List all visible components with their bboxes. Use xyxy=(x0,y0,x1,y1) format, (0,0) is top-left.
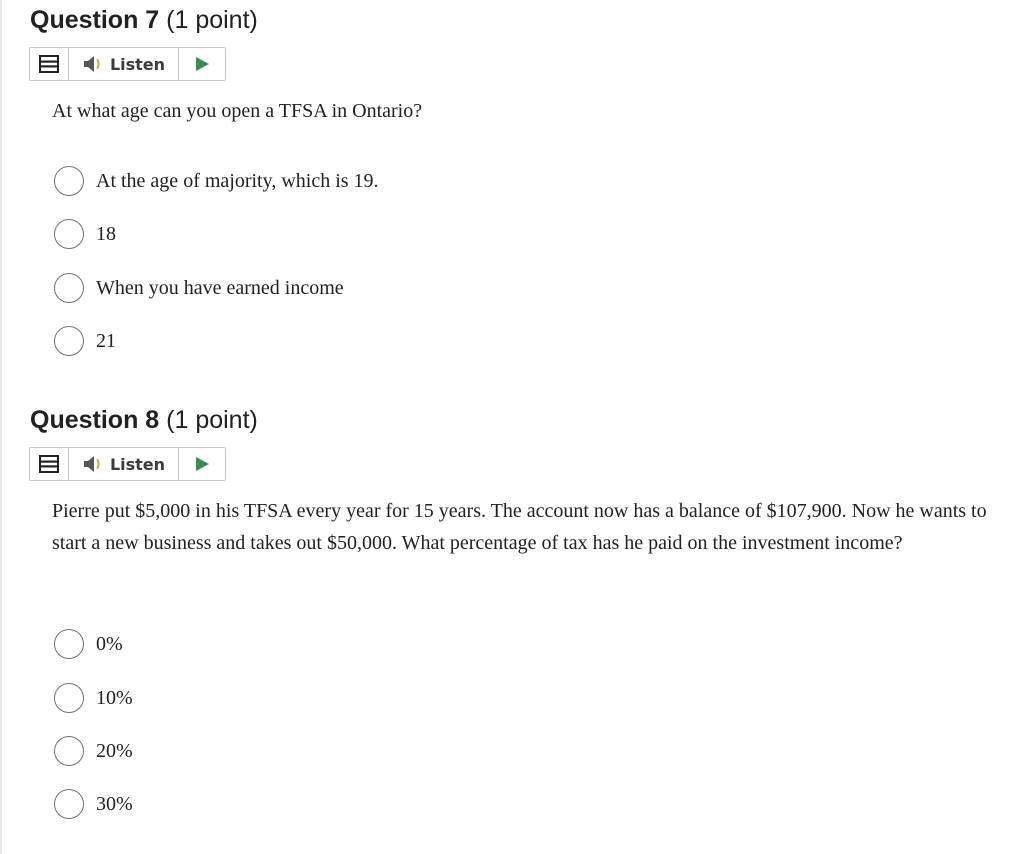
question-points: (1 point) xyxy=(166,406,258,434)
answer-option-label: 30% xyxy=(96,792,133,815)
answer-option-label: 0% xyxy=(96,632,123,655)
listen-label: Listen xyxy=(109,54,166,74)
play-button[interactable] xyxy=(179,48,225,80)
answer-option[interactable] xyxy=(54,271,344,305)
question-prompt: At what age can you open a TFSA in Ontario? xyxy=(52,100,423,122)
answer-option[interactable] xyxy=(54,681,133,715)
readspeaker-toolbar xyxy=(29,447,226,481)
radio-button[interactable] xyxy=(54,789,84,819)
readspeaker-menu-button[interactable] xyxy=(30,48,69,80)
menu-icon xyxy=(39,455,59,473)
answer-option[interactable] xyxy=(54,734,133,768)
radio-button[interactable] xyxy=(54,683,84,713)
answer-option[interactable] xyxy=(54,217,116,251)
radio-button[interactable] xyxy=(54,629,84,659)
answer-option[interactable] xyxy=(54,164,379,198)
answer-option-label: At the age of majority, which is 19. xyxy=(96,169,379,192)
play-icon xyxy=(194,56,210,72)
radio-button[interactable] xyxy=(54,166,84,196)
speaker-icon xyxy=(82,55,104,73)
question-number: Question 7 xyxy=(30,6,160,34)
answer-option[interactable] xyxy=(54,627,123,661)
page-left-border xyxy=(0,0,2,854)
readspeaker-toolbar xyxy=(29,47,226,81)
play-button[interactable] xyxy=(179,448,225,480)
question-number: Question 8 xyxy=(30,406,160,434)
radio-button[interactable] xyxy=(54,326,84,356)
listen-button[interactable] xyxy=(69,448,179,480)
radio-button[interactable] xyxy=(54,273,84,303)
answer-option-label: 21 xyxy=(96,329,116,352)
answer-option-label: 20% xyxy=(96,739,133,762)
question-title xyxy=(30,6,258,35)
radio-button[interactable] xyxy=(54,219,84,249)
readspeaker-menu-button[interactable] xyxy=(30,448,69,480)
listen-button[interactable] xyxy=(69,48,179,80)
menu-icon xyxy=(39,55,59,73)
answer-option-label: 18 xyxy=(96,222,116,245)
answer-option-label: When you have earned income xyxy=(96,276,344,299)
question-points: (1 point) xyxy=(166,6,258,34)
answer-option-label: 10% xyxy=(96,686,133,709)
speaker-icon xyxy=(82,455,104,473)
answer-option[interactable] xyxy=(54,324,116,358)
question-prompt: Pierre put $5,000 in his TFSA every year for 15 years. The account now has a balance of $107,900. Now he wants to start a new business and takes out $50,000. What percentage of tax has he paid on the investment income? xyxy=(52,500,987,554)
listen-label: Listen xyxy=(109,454,166,474)
radio-button[interactable] xyxy=(54,736,84,766)
answer-option[interactable] xyxy=(54,787,133,821)
question-title xyxy=(30,406,258,435)
play-icon xyxy=(194,456,210,472)
